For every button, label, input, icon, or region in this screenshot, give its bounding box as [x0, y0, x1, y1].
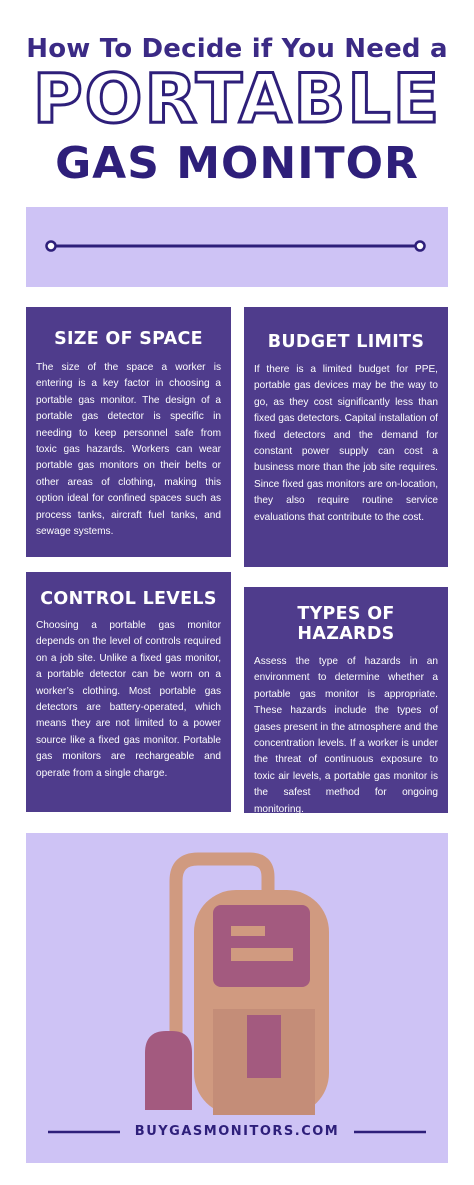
divider-banner [26, 207, 448, 287]
hero-illustration-panel [26, 833, 448, 1163]
card-control-levels [26, 572, 231, 812]
gas-monitor-illustration-icon [26, 833, 448, 1163]
card-body: If there is a limited budget for PPE, portable gas devices may be the way to go, as they cost significantly less than fixed gas detectors. Capital installation of fixed detectors and the demand for constant power supply can cost a business more than the job site requires. Since fixed gas monitors are on-location, they also require routine service evaluations that contribute to the cost. [254, 364, 438, 523]
card-title: SIZE OF SPACE [54, 329, 203, 349]
card-body: The size of the space a worker is entering is a key factor in choosing a portable gas monitor. The design of a portable gas detector is specific in needing to keep personnel safe from toxic gas hazards. Workers can wear portable gas monitors on their belts or other areas of clothing, making this option ideal for confined spaces such as process tanks, aircraft fuel tanks, and sewage systems. [36, 362, 221, 538]
header-line-2: PORTABLE [32, 60, 442, 139]
card-types-of-hazards [244, 587, 448, 813]
card-title: CONTROL LEVELS [40, 589, 217, 609]
card-body: Assess the type of hazards in an environment to determine whether a portable gas monitor is appropriate. These hazards include the types of gases present in the atmosphere and the concentration levels. If a worker is under the threat of continuous exposure to toxic air levels, a portable gas monitor is the safest method for ongoing monitoring. [254, 656, 438, 815]
header-line-3: GAS MONITOR [55, 138, 419, 189]
card-budget-limits [244, 307, 448, 567]
card-body: Choosing a portable gas monitor depends on the level of controls required on a job site. Unlike a fixed gas monitor, a portable detector can be worn on a worker’s clothing. Most portable gas detectors are battery-operated, which means they are not limited to a power source like a fixed gas monitor. Portable gas monitors are rechargeable and operate from a single charge. [36, 620, 221, 779]
website-footer[interactable]: BUYGASMONITORS.COM [134, 1124, 340, 1139]
divider-line-with-circles-icon [26, 207, 448, 287]
card-size-of-space [26, 307, 231, 557]
card-title: TYPES OF HAZARDS [297, 604, 395, 644]
card-title: BUDGET LIMITS [267, 332, 425, 352]
header-line-1: How To Decide if You Need a [26, 34, 448, 64]
